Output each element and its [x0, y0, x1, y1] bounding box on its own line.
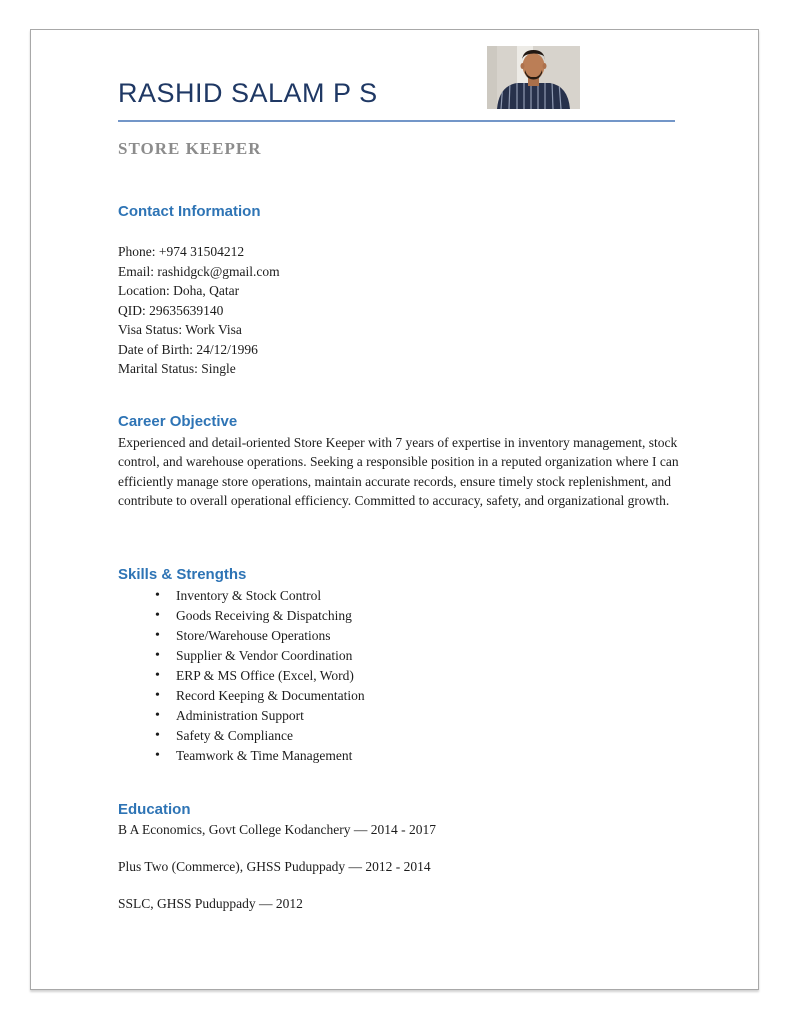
person-name: RASHID SALAM P S — [118, 78, 378, 108]
education-entry: Plus Two (Commerce), GHSS Puduppady — 2012 - 2014 — [118, 859, 431, 874]
education-entries — [118, 820, 436, 931]
objective-paragraph: Experienced and detail-oriented Store Keeper with 7 years of expertise in inventory management, stock control, and warehouse operations. Seeking a responsible position in a reputed organization where I can efficiently manage store operations, maintain accurate records, ensure timely stock replenishment, and contribute to overall operational efficiency. Committed to accuracy, safety, and organizational growth. — [118, 435, 679, 509]
contact-line-qid: QID: 29635639140 — [118, 302, 224, 318]
skill-item: • Supplier & Vendor Coordination — [130, 646, 365, 666]
contact-line-visa-status: Visa Status: Work Visa — [118, 322, 242, 337]
title-underline-rule — [118, 120, 675, 122]
profile-photo — [487, 46, 580, 109]
resume-page — [30, 29, 759, 990]
skill-item: • Store/Warehouse Operations — [130, 626, 365, 646]
skill-item: • Record Keeping & Documentation — [130, 686, 365, 706]
contact-line-marital-status: Marital Status: Single — [118, 361, 236, 376]
contact-info-block — [118, 242, 280, 379]
education-section-heading: Education — [118, 801, 191, 818]
education-entry: SSLC, GHSS Puduppady — 2012 — [118, 896, 303, 911]
skill-item: • Safety & Compliance — [130, 726, 365, 746]
skill-item: • Inventory & Stock Control — [130, 586, 365, 606]
job-title: STORE KEEPER — [118, 139, 262, 158]
skill-item: • ERP & MS Office (Excel, Word) — [130, 666, 365, 686]
contact-section-heading: Contact Information — [118, 203, 261, 220]
objective-section-heading: Career Objective — [118, 413, 238, 430]
skill-item: • Teamwork & Time Management — [130, 746, 365, 766]
skill-item: • Administration Support — [130, 706, 365, 726]
contact-line-email: Email: rashidgck@gmail.com — [118, 263, 280, 279]
skills-section-heading: Skills & Strengths — [118, 566, 247, 583]
contact-line-location: Location: Doha, Qatar — [118, 283, 240, 298]
skills-list — [118, 586, 365, 766]
contact-line-date-of-birth: Date of Birth: 24/12/1996 — [118, 341, 258, 357]
profile-photo-image — [487, 46, 580, 109]
contact-line-phone: Phone: +974 31504212 — [118, 244, 245, 259]
skill-item: • Goods Receiving & Dispatching — [130, 606, 365, 626]
education-entry: B A Economics, Govt College Kodanchery — 2014 - 2017 — [118, 822, 436, 837]
